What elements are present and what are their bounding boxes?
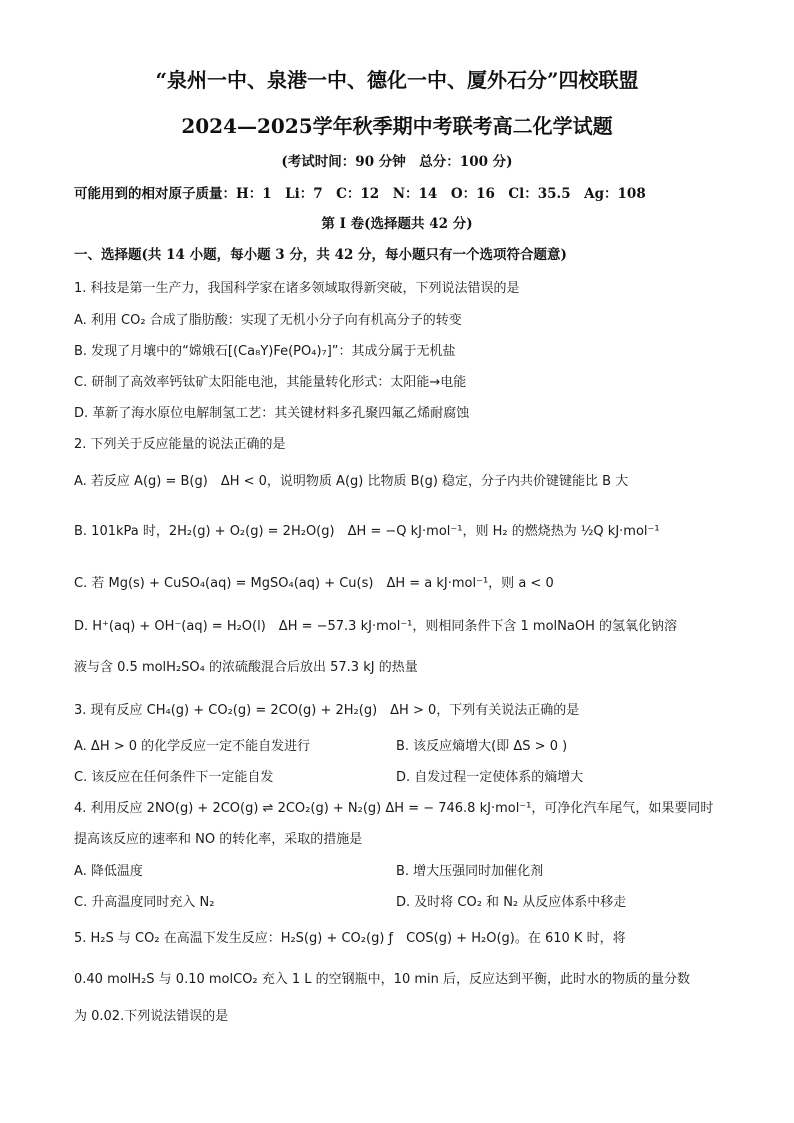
atomic-masses: 可能用到的相对原子质量：H：1 Li：7 C：12 N：14 O：16 Cl：35.5 Ag：108 (74, 186, 646, 202)
question-2-option-d-cont: 液与含 0.5 molH₂SO₄ 的浓硫酸混合后放出 57.3 kJ 的热量 (74, 660, 418, 675)
question-2-option-d: D. H⁺(aq) + OH⁻(aq) = H₂O(l) ΔH = −57.3 kJ·mol⁻¹，则相同条件下含 1 molNaOH 的氢氧化钠溶 (74, 619, 677, 634)
question-1-option-a: A. 利用 CO₂ 合成了脂肪酸：实现了无机小分子向有机高分子的转变 (74, 313, 462, 328)
exam-title-line2: 2024—2025学年秋季期中考联考高二化学试题 (181, 114, 613, 138)
question-2-option-b: B. 101kPa 时，2H₂(g) + O₂(g) = 2H₂O(g) ΔH = −Q kJ·mol⁻¹，则 H₂ 的燃烧热为 ½Q kJ·mol⁻¹ (74, 524, 660, 539)
question-4-option-b: B. 增大压强同时加催化剂 (396, 864, 544, 879)
question-4-stem-cont: 提高该反应的速率和 NO 的转化率，采取的措施是 (74, 832, 363, 847)
question-2-option-a: A. 若反应 A(g) = B(g) ΔH < 0，说明物质 A(g) 比物质 B(g) 稳定，分子内共价键键能比 B 大 (74, 474, 629, 489)
exam-time-score: (考试时间：90 分钟 总分：100 分) (281, 154, 513, 170)
question-3-option-c: C. 该反应在任何条件下一定能自发 (74, 770, 274, 785)
question-5-stem: 5. H₂S 与 CO₂ 在高温下发生反应：H₂S(g) + CO₂(g) ƒ COS(g) + H₂O(g)。在 610 K 时，将 (74, 931, 626, 946)
question-4-stem: 4. 利用反应 2NO(g) + 2CO(g) ⇌ 2CO₂(g) + N₂(g) ΔH = − 746.8 kJ·mol⁻¹，可净化汽车尾气，如果要同时 (74, 801, 714, 816)
question-5-stem-cont2: 为 0.02.下列说法错误的是 (74, 1009, 229, 1024)
question-3-option-b: B. 该反应熵增大(即 ΔS > 0 ) (396, 739, 568, 754)
question-4-option-c: C. 升高温度同时充入 N₂ (74, 895, 215, 910)
question-3-option-d: D. 自发过程一定使体系的熵增大 (396, 770, 584, 785)
question-4-option-d: D. 及时将 CO₂ 和 N₂ 从反应体系中移走 (396, 895, 627, 910)
question-4-option-a: A. 降低温度 (74, 864, 143, 879)
question-3-option-a: A. ΔH > 0 的化学反应一定不能自发进行 (74, 739, 311, 754)
question-2-option-c: C. 若 Mg(s) + CuSO₄(aq) = MgSO₄(aq) + Cu(s) ΔH = a kJ·mol⁻¹，则 a < 0 (74, 576, 554, 591)
question-1-option-b: B. 发现了月壤中的“嫦娥石[(Ca₈Y)Fe(PO₄)₇]”：其成分属于无机盐 (74, 344, 456, 359)
question-1-option-d: D. 革新了海水原位电解制氢工艺：其关键材料多孔聚四氟乙烯耐腐蚀 (74, 406, 470, 421)
question-1-option-c: C. 研制了高效率钙钛矿太阳能电池，其能量转化形式：太阳能→电能 (74, 375, 467, 390)
question-2-stem: 2. 下列关于反应能量的说法正确的是 (74, 437, 286, 452)
part-title: 第 I 卷(选择题共 42 分) (321, 216, 473, 232)
section-title: 一、选择题(共 14 小题，每小题 3 分，共 42 分，每小题只有一个选项符合题意) (74, 247, 567, 263)
exam-title-line1: “泉州一中、泉港一中、德化一中、厦外石分”四校联盟 (155, 68, 639, 92)
question-3-stem: 3. 现有反应 CH₄(g) + CO₂(g) = 2CO(g) + 2H₂(g) ΔH > 0，下列有关说法正确的是 (74, 703, 580, 718)
question-1-stem: 1. 科技是第一生产力，我国科学家在诸多领域取得新突破，下列说法错误的是 (74, 281, 520, 296)
question-5-stem-cont: 0.40 molH₂S 与 0.10 molCO₂ 充入 1 L 的空钢瓶中，10 min 后，反应达到平衡，此时水的物质的量分数 (74, 972, 691, 987)
